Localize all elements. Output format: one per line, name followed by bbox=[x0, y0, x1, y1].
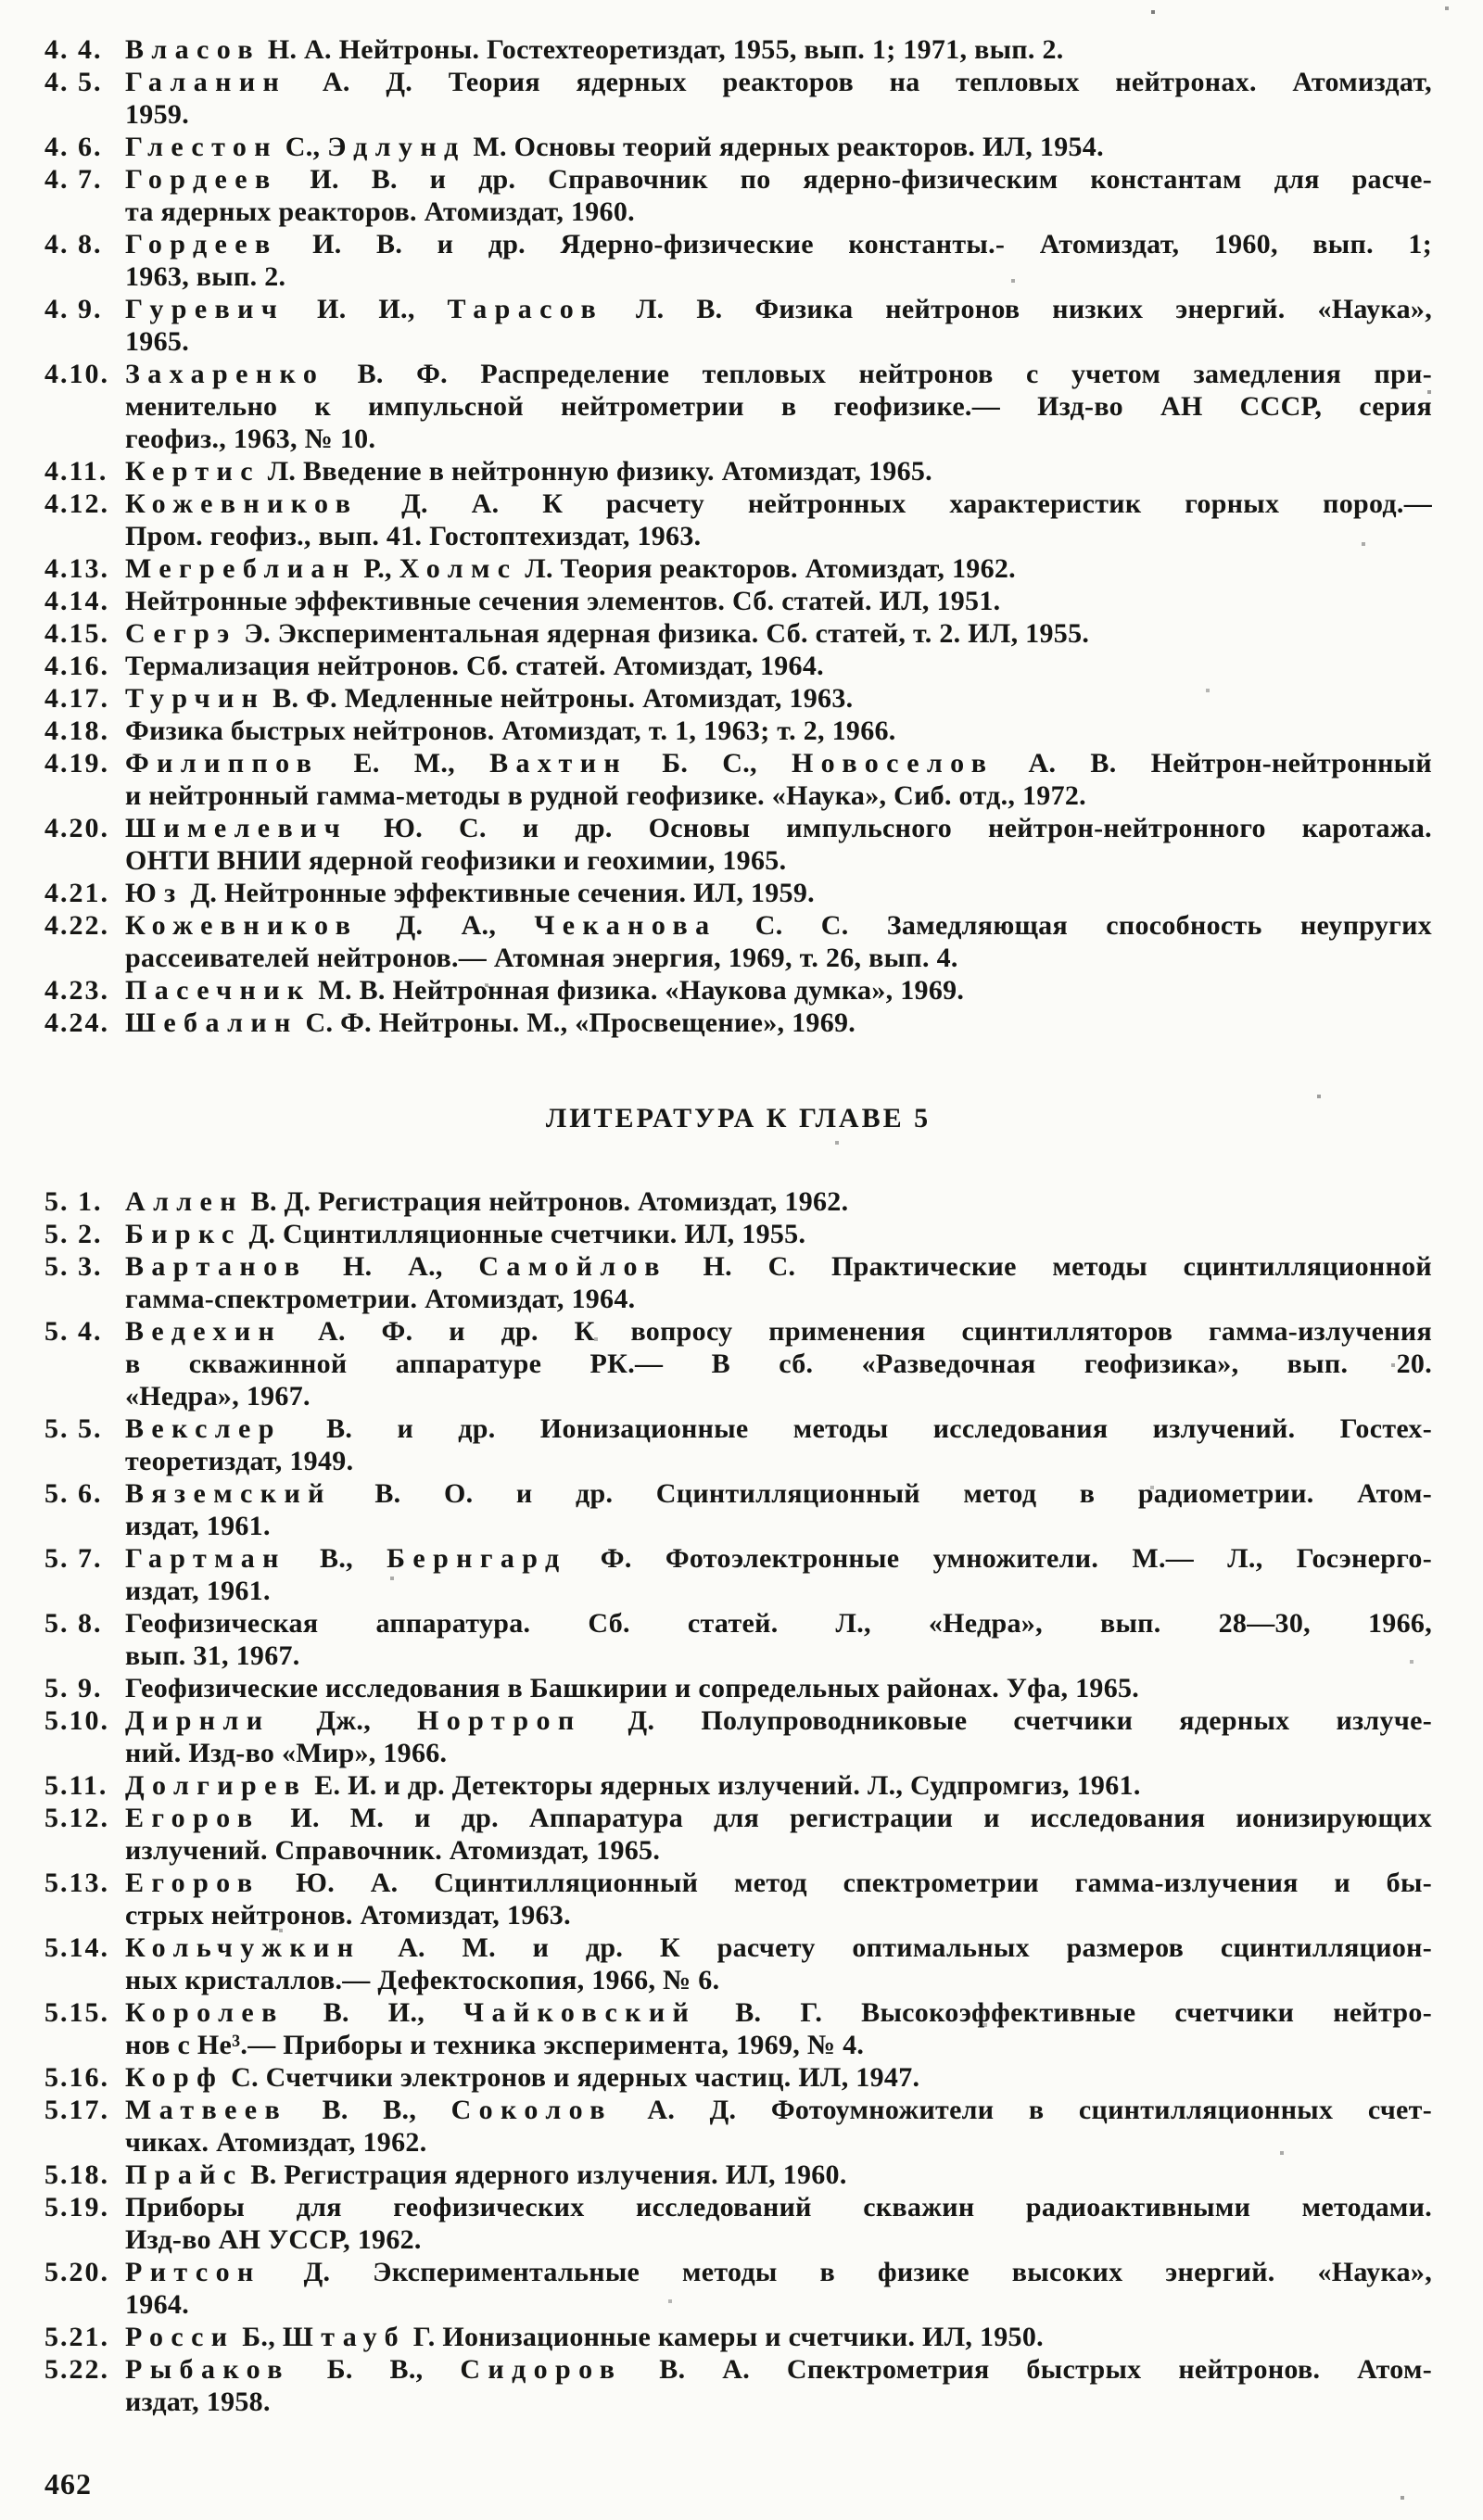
entry-text-line bbox=[125, 2256, 1432, 2288]
entry-text-line bbox=[125, 1769, 1432, 1802]
entry-text-line bbox=[125, 2288, 1432, 2321]
bibliography-entry bbox=[44, 1672, 1432, 1704]
entry-text: В. Регистрация ядерного излучения. ИЛ, 1960. bbox=[243, 2159, 847, 2190]
entry-text-line bbox=[125, 2386, 1432, 2418]
entry-text-line bbox=[125, 1931, 1432, 1964]
entry-text-line bbox=[125, 2126, 1432, 2159]
entry-text-line bbox=[125, 1737, 1432, 1769]
author-name: Самойлов bbox=[478, 1251, 667, 1282]
bibliography-entry bbox=[44, 455, 1432, 488]
entry-number: 5.12. bbox=[44, 1803, 109, 1833]
entry-text-line bbox=[125, 1007, 1432, 1039]
author-name: Юз bbox=[125, 878, 184, 908]
entry-text-line bbox=[125, 2159, 1432, 2191]
entry-text-line bbox=[125, 1283, 1432, 1315]
bibliography-entry bbox=[44, 1867, 1432, 1931]
bibliography-entry bbox=[44, 163, 1432, 228]
entry-text-line bbox=[125, 779, 1432, 812]
author-name: Прайс bbox=[125, 2159, 244, 2190]
entry-text-line bbox=[125, 1218, 1432, 1250]
bibliography-entry bbox=[44, 2256, 1432, 2321]
entry-text: Л. В. Физика нейтронов низких энергий. «Наука», bbox=[603, 294, 1432, 324]
entry-text: стрых нейтронов. Атомиздат, 1963. bbox=[125, 1900, 571, 1931]
entry-text-line bbox=[125, 650, 1432, 682]
entry-text: чиках. Атомиздат, 1962. bbox=[125, 2127, 427, 2158]
entry-number: 5.22. bbox=[44, 2354, 109, 2385]
entry-number: 5.18. bbox=[44, 2159, 109, 2190]
entry-text: Г. Ионизационные камеры и счетчики. ИЛ, 1950. bbox=[405, 2322, 1044, 2352]
entry-text: Д. А. К расчету нейтронных характеристик горных пород.— bbox=[358, 488, 1432, 519]
author-name: Долгирев bbox=[125, 1770, 308, 1801]
bibliography-entry bbox=[44, 488, 1432, 552]
entry-text-line bbox=[125, 1542, 1432, 1575]
entry-number: 4. 5. bbox=[44, 67, 103, 97]
entry-text: Н. А., bbox=[307, 1251, 479, 1282]
bibliography-entry bbox=[44, 1802, 1432, 1867]
entry-text: В. Ф. Распределение тепловых нейтронов с учетом замедления при- bbox=[324, 359, 1432, 389]
author-name: Холмс bbox=[399, 553, 518, 584]
entry-number: 5.17. bbox=[44, 2095, 109, 2125]
entry-text: Е. И. и др. Детекторы ядерных излучений. Л., Судпромгиз, 1961. bbox=[307, 1770, 1141, 1801]
entry-text-line bbox=[125, 747, 1432, 779]
author-name: Галанин bbox=[125, 67, 287, 97]
entry-number: 4. 7. bbox=[44, 164, 103, 195]
entry-text: 1964. bbox=[125, 2289, 189, 2320]
entry-text: Д. А., bbox=[358, 910, 535, 941]
bibliography-entry bbox=[44, 2321, 1432, 2353]
entry-text: С., bbox=[277, 132, 328, 162]
entry-text: Л. Введение в нейтронную физику. Атомиздат, 1965. bbox=[260, 456, 932, 487]
bibliography-entry bbox=[44, 747, 1432, 812]
author-name: Егоров bbox=[125, 1803, 260, 1833]
author-name: Вяземский bbox=[125, 1478, 332, 1509]
bibliography-entry bbox=[44, 974, 1432, 1007]
bibliography-entry bbox=[44, 358, 1432, 455]
author-name: Кольчужкин bbox=[125, 1932, 361, 1963]
author-name: Соколов bbox=[450, 2095, 613, 2125]
entry-number: 5. 7. bbox=[44, 1543, 103, 1574]
entry-text-line bbox=[125, 682, 1432, 715]
entry-text-line bbox=[125, 909, 1432, 942]
bibliography-entry bbox=[44, 228, 1432, 293]
entry-number: 4.14. bbox=[44, 586, 109, 616]
entry-text: и нейтронный гамма-методы в рудной геофизике. «Наука», Сиб. отд., 1972. bbox=[125, 780, 1086, 811]
bibliography-entry bbox=[44, 585, 1432, 617]
author-name: Корф bbox=[125, 2062, 224, 2093]
entry-number: 5. 5. bbox=[44, 1413, 103, 1444]
bibliography-sections bbox=[44, 33, 1432, 2418]
bibliography-entry bbox=[44, 131, 1432, 163]
entry-text: Э. Экспериментальная ядерная физика. Сб. статей, т. 2. ИЛ, 1955. bbox=[236, 618, 1090, 649]
entry-text: 1959. bbox=[125, 99, 189, 130]
bibliography-entry bbox=[44, 2094, 1432, 2159]
entry-text: Физика быстрых нейтронов. Атомиздат, т. 1, 1963; т. 2, 1966. bbox=[125, 715, 896, 746]
entry-number: 4.10. bbox=[44, 359, 109, 389]
entry-number: 5.16. bbox=[44, 2062, 109, 2093]
entry-text-line bbox=[125, 1704, 1432, 1737]
author-name: Дирнли bbox=[125, 1705, 271, 1736]
author-name: Биркс bbox=[125, 1219, 242, 1249]
entry-text: Н. С. Практические методы сцинтилляционной bbox=[666, 1251, 1432, 1282]
bibliography-entry bbox=[44, 2159, 1432, 2191]
entry-text-line bbox=[125, 66, 1432, 98]
entry-text-line bbox=[125, 488, 1432, 520]
entry-text-line bbox=[125, 1250, 1432, 1283]
bibliography-entry bbox=[44, 1218, 1432, 1250]
entry-text: Л. Теория реакторов. Атомиздат, 1962. bbox=[517, 553, 1016, 584]
entry-text: И. М. и др. Аппаратура для регистрации и исследования ионизирующих bbox=[260, 1803, 1432, 1833]
entry-text: В. и др. Ионизационные методы исследования излучений. Гостех- bbox=[281, 1413, 1432, 1444]
bibliography-entry bbox=[44, 1250, 1432, 1315]
entry-text-line bbox=[125, 552, 1432, 585]
entry-text: А. Д. Теория ядерных реакторов на тепловых нейтронах. Атомиздат, bbox=[286, 67, 1432, 97]
entry-text: издат, 1958. bbox=[125, 2387, 271, 2417]
entry-text-line bbox=[125, 1575, 1432, 1607]
entry-number: 4.18. bbox=[44, 715, 109, 746]
bibliography-entry bbox=[44, 715, 1432, 747]
entry-text: та ядерных реакторов. Атомиздат, 1960. bbox=[125, 196, 635, 227]
entry-text-line bbox=[125, 2321, 1432, 2353]
entry-number: 4.23. bbox=[44, 975, 109, 1006]
entry-text: В. Г. Высокоэффективные счетчики нейтро- bbox=[696, 1997, 1432, 2028]
entry-number: 4.20. bbox=[44, 813, 109, 843]
author-name: Ритсон bbox=[125, 2257, 261, 2287]
author-name: Рыбаков bbox=[125, 2354, 290, 2385]
bibliography-entry bbox=[44, 2061, 1432, 2094]
bibliography-section bbox=[44, 1102, 1432, 2418]
entry-text: В. Ф. Медленные нейтроны. Атомиздат, 1963. bbox=[265, 683, 854, 714]
entry-text-line bbox=[125, 2223, 1432, 2256]
entry-text-line bbox=[125, 196, 1432, 228]
entry-text: Приборы для геофизических исследований скважин радиоактивными методами. bbox=[125, 2192, 1432, 2222]
entry-text: В. В., bbox=[287, 2095, 451, 2125]
entry-text: Д. Полупроводниковые счетчики ядерных излуче- bbox=[581, 1705, 1432, 1736]
author-name: Королев bbox=[125, 1997, 285, 2028]
entry-text-line bbox=[125, 942, 1432, 974]
bibliography-entry bbox=[44, 1412, 1432, 1477]
entry-text: М. В. Нейтронная физика. «Наукова думка», 1969. bbox=[311, 975, 965, 1006]
author-name: Гордеев bbox=[125, 164, 278, 195]
entry-number: 5.15. bbox=[44, 1997, 109, 2028]
entry-text: М. Основы теорий ядерных реакторов. ИЛ, 1954. bbox=[465, 132, 1104, 162]
entry-number: 5.10. bbox=[44, 1705, 109, 1736]
entry-text: излучений. Справочник. Атомиздат, 1965. bbox=[125, 1835, 661, 1866]
entry-text: вып. 31, 1967. bbox=[125, 1640, 300, 1671]
author-name: Ведехин bbox=[125, 1316, 283, 1347]
author-name: Егоров bbox=[125, 1868, 260, 1898]
entry-text: издат, 1961. bbox=[125, 1511, 271, 1541]
entry-number: 5. 9. bbox=[44, 1673, 103, 1703]
bibliography-entry bbox=[44, 2191, 1432, 2256]
entry-number: 5. 3. bbox=[44, 1251, 103, 1282]
entry-text: теоретиздат, 1949. bbox=[125, 1446, 354, 1476]
author-name: Сидоров bbox=[460, 2354, 623, 2385]
entry-text-line bbox=[125, 33, 1432, 66]
entry-text-line bbox=[125, 325, 1432, 358]
entry-number: 4.22. bbox=[44, 910, 109, 941]
author-name: Глестон bbox=[125, 132, 278, 162]
bibliography-entry bbox=[44, 1704, 1432, 1769]
entry-text-line bbox=[125, 163, 1432, 196]
entry-text: С. Счетчики электронов и ядерных частиц. ИЛ, 1947. bbox=[223, 2062, 920, 2093]
entry-number: 4.11. bbox=[44, 456, 108, 487]
entry-text-line bbox=[125, 844, 1432, 877]
author-name: Пасечник bbox=[125, 975, 311, 1006]
entry-text-line bbox=[125, 358, 1432, 390]
entry-number: 5.14. bbox=[44, 1932, 109, 1963]
author-name: Захаренко bbox=[125, 359, 325, 389]
entry-text: издат, 1961. bbox=[125, 1576, 271, 1606]
entry-text-line bbox=[125, 390, 1432, 423]
entry-text: А. Д. Фотоумножители в сцинтилляционных счет- bbox=[612, 2095, 1432, 2125]
entry-text-line bbox=[125, 1964, 1432, 1996]
entry-text: Д. Экспериментальные методы в физике высоких энергий. «Наука», bbox=[260, 2257, 1432, 2287]
entry-number: 5. 2. bbox=[44, 1219, 103, 1249]
entry-text: ний. Изд-во «Мир», 1966. bbox=[125, 1738, 448, 1768]
author-name: Нортроп bbox=[417, 1705, 582, 1736]
entry-text-line bbox=[125, 1348, 1432, 1380]
entry-number: 4.24. bbox=[44, 1007, 109, 1038]
entry-text-line bbox=[125, 1672, 1432, 1704]
entry-text: Б. В., bbox=[289, 2354, 461, 2385]
author-name: Филиппов bbox=[125, 748, 320, 779]
entry-number: 5. 4. bbox=[44, 1316, 103, 1347]
entry-number: 5. 1. bbox=[44, 1186, 103, 1217]
entry-text-line bbox=[125, 2353, 1432, 2386]
entry-text-line bbox=[125, 2094, 1432, 2126]
author-name: Гуревич bbox=[125, 294, 285, 324]
author-name: Турчин bbox=[125, 683, 266, 714]
author-name: Векслер bbox=[125, 1413, 282, 1444]
bibliography-entry bbox=[44, 1477, 1432, 1542]
author-name: Бернгард bbox=[387, 1543, 567, 1574]
author-name: Власов bbox=[125, 34, 261, 65]
entry-text: И. В. и др. Справочник по ядерно-физическим константам для расче- bbox=[277, 164, 1432, 195]
bibliography-entry bbox=[44, 1607, 1432, 1672]
author-name: Аллен bbox=[125, 1186, 244, 1217]
author-name: Матвеев bbox=[125, 2095, 288, 2125]
entry-number: 4.21. bbox=[44, 878, 109, 908]
bibliography-entry bbox=[44, 1315, 1432, 1412]
entry-text-line bbox=[125, 1834, 1432, 1867]
entry-text-line bbox=[125, 1802, 1432, 1834]
entry-text: ОНТИ ВНИИ ядерной геофизики и геохимии, 1965. bbox=[125, 845, 787, 876]
entry-text-line bbox=[125, 2191, 1432, 2223]
entry-text-line bbox=[125, 1445, 1432, 1477]
entry-text-line bbox=[125, 260, 1432, 293]
entry-text-line bbox=[125, 974, 1432, 1007]
entry-text: А. М. и др. К расчету оптимальных размеров сцинтилляцион- bbox=[361, 1932, 1432, 1963]
entry-text-line bbox=[125, 1380, 1432, 1412]
entry-text: И. И., bbox=[285, 294, 448, 324]
entry-text: 1965. bbox=[125, 326, 189, 357]
author-name: Кожевников bbox=[125, 910, 359, 941]
entry-text: А. В. Нейтрон-нейтронный bbox=[994, 748, 1432, 779]
entry-text: В. А. Спектрометрия быстрых нейтронов. Атом- bbox=[622, 2354, 1432, 2385]
entry-text-line bbox=[125, 2029, 1432, 2061]
entry-text-line bbox=[125, 877, 1432, 909]
author-name: Тарасов bbox=[447, 294, 604, 324]
entry-text-line bbox=[125, 812, 1432, 844]
entry-text-line bbox=[125, 715, 1432, 747]
entry-number: 5.19. bbox=[44, 2192, 109, 2222]
entry-text: А. Ф. и др. К вопросу применения сцинтилляторов гамма-излучения bbox=[282, 1316, 1432, 1347]
entry-text-line bbox=[125, 293, 1432, 325]
entry-text-line bbox=[125, 1315, 1432, 1348]
author-name: Штауб bbox=[282, 2322, 406, 2352]
entry-text: Изд-во АН УССР, 1962. bbox=[125, 2224, 422, 2255]
author-name: Сегрэ bbox=[125, 618, 237, 649]
entry-text: В. О. и др. Сцинтилляционный метод в радиометрии. Атом- bbox=[331, 1478, 1432, 1509]
author-name: Гартман bbox=[125, 1543, 286, 1574]
entry-text-line bbox=[125, 1867, 1432, 1899]
entry-text-line bbox=[125, 98, 1432, 131]
entry-text: В. Д. Регистрация нейтронов. Атомиздат, 1962. bbox=[243, 1186, 849, 1217]
author-name: Вартанов bbox=[125, 1251, 308, 1282]
entry-text: Ф. Фотоэлектронные умножители. М.— Л., Госэнерго- bbox=[566, 1543, 1432, 1574]
entry-text-line bbox=[125, 585, 1432, 617]
author-name: Чеканова bbox=[534, 910, 717, 941]
bibliography-section bbox=[44, 33, 1432, 1039]
entry-number: 5. 6. bbox=[44, 1478, 103, 1509]
entry-number: 4. 8. bbox=[44, 229, 103, 260]
entry-text: И. В. и др. Ядерно-физические константы.- Атомиздат, 1960, вып. 1; bbox=[277, 229, 1432, 260]
entry-text-line bbox=[125, 520, 1432, 552]
entry-text: Геофизические исследования в Башкирии и сопредельных районах. Уфа, 1965. bbox=[125, 1673, 1140, 1703]
bibliography-entry bbox=[44, 552, 1432, 585]
entry-text: В., bbox=[285, 1543, 387, 1574]
author-name: Шебалин bbox=[125, 1007, 298, 1038]
entry-text-line bbox=[125, 2061, 1432, 2094]
bibliography-entry bbox=[44, 2353, 1432, 2418]
bibliography-entry bbox=[44, 877, 1432, 909]
entry-text: С. Ф. Нейтроны. М., «Просвещение», 1969. bbox=[298, 1007, 856, 1038]
entry-number: 5.11. bbox=[44, 1770, 108, 1801]
bibliography-entry bbox=[44, 650, 1432, 682]
entry-number: 4. 6. bbox=[44, 132, 103, 162]
entry-number: 4.19. bbox=[44, 748, 109, 779]
bibliography-entry bbox=[44, 1185, 1432, 1218]
entry-number: 5.20. bbox=[44, 2257, 109, 2287]
entry-text: геофиз., 1963, № 10. bbox=[125, 424, 376, 454]
section-heading: ЛИТЕРАТУРА К ГЛАВЕ 5 bbox=[545, 1103, 932, 1133]
bibliography-entry bbox=[44, 812, 1432, 877]
entry-number: 4.15. bbox=[44, 618, 109, 649]
entry-text: Р., bbox=[356, 553, 399, 584]
page-number: 462 bbox=[44, 2467, 92, 2501]
entry-text-line bbox=[125, 1477, 1432, 1510]
entry-text: Б., bbox=[234, 2322, 283, 2352]
entry-text: «Недра», 1967. bbox=[125, 1381, 311, 1412]
bibliography-entry bbox=[44, 682, 1432, 715]
entry-text: Нейтронные эффективные сечения элементов. Сб. статей. ИЛ, 1951. bbox=[125, 586, 1001, 616]
entry-text-line bbox=[125, 228, 1432, 260]
entry-text-line bbox=[125, 131, 1432, 163]
entry-text-line bbox=[125, 423, 1432, 455]
entry-number: 4. 4. bbox=[44, 34, 103, 65]
entry-text: Геофизическая аппаратура. Сб. статей. Л., «Недра», вып. 28—30, 1966, bbox=[125, 1608, 1432, 1639]
author-name: Кертис bbox=[125, 456, 260, 487]
bibliography-entry bbox=[44, 293, 1432, 358]
author-name: Кожевников bbox=[125, 488, 359, 519]
entry-text: С. С. Замедляющая способность неупругих bbox=[716, 910, 1432, 941]
entry-text: нов с Не³.— Приборы и техника эксперимента, 1969, № 4. bbox=[125, 2030, 865, 2060]
entry-number: 5.21. bbox=[44, 2322, 109, 2352]
entry-text: гамма-спектрометрии. Атомиздат, 1964. bbox=[125, 1284, 636, 1314]
entry-number: 4. 9. bbox=[44, 294, 103, 324]
bibliography-entry bbox=[44, 1769, 1432, 1802]
bibliography-entry bbox=[44, 33, 1432, 66]
entry-text: менительно к импульсной нейтрометрии в геофизике.— Изд-во АН СССР, серия bbox=[125, 391, 1432, 422]
entry-text-line bbox=[125, 1510, 1432, 1542]
entry-number: 4.16. bbox=[44, 651, 109, 681]
bibliography-entry bbox=[44, 1996, 1432, 2061]
entry-text-line bbox=[125, 455, 1432, 488]
entry-text: Дж., bbox=[270, 1705, 418, 1736]
entry-number: 4.12. bbox=[44, 488, 109, 519]
entry-text: Н. А. Нейтроны. Гостехтеоретиздат, 1955, вып. 1; 1971, вып. 2. bbox=[260, 34, 1064, 65]
entry-text: Б. С., bbox=[627, 748, 792, 779]
entry-text: Ю. С. и др. Основы импульсного нейтрон-нейтронного каротажа. bbox=[348, 813, 1432, 843]
entry-number: 4.13. bbox=[44, 553, 109, 584]
entry-number: 5.13. bbox=[44, 1868, 109, 1898]
bibliography-entry bbox=[44, 617, 1432, 650]
entry-text: Термализация нейтронов. Сб. статей. Атомиздат, 1964. bbox=[125, 651, 824, 681]
entry-text: Пром. геофиз., вып. 41. Гостоптехиздат, 1963. bbox=[125, 521, 702, 551]
author-name: Росси bbox=[125, 2322, 235, 2352]
author-name: Гордеев bbox=[125, 229, 278, 260]
entry-number: 4.17. bbox=[44, 683, 109, 714]
author-name: Мегреблиан bbox=[125, 553, 357, 584]
entry-text: в скважинной аппаратуре РК.— В сб. «Разведочная геофизика», вып. 20. bbox=[125, 1349, 1432, 1379]
entry-text: Д. Нейтронные эффективные сечения. ИЛ, 1959. bbox=[183, 878, 815, 908]
entry-text: рассеивателей нейтронов.— Атомная энергия, 1969, т. 26, вып. 4. bbox=[125, 943, 958, 973]
bibliography-entry bbox=[44, 1542, 1432, 1607]
bibliography-entry bbox=[44, 909, 1432, 974]
entry-text-line bbox=[125, 1899, 1432, 1931]
entry-text-line bbox=[125, 1185, 1432, 1218]
entry-text: 1963, вып. 2. bbox=[125, 261, 286, 292]
entry-text-line bbox=[125, 1607, 1432, 1640]
entry-text-line bbox=[125, 617, 1432, 650]
entry-text: Е. М., bbox=[319, 748, 490, 779]
entry-text: Ю. А. Сцинтилляционный метод спектрометрии гамма-излучения и бы- bbox=[260, 1868, 1432, 1898]
entry-text-line bbox=[125, 1996, 1432, 2029]
author-name: Вахтин bbox=[489, 748, 628, 779]
bibliography-entry bbox=[44, 1007, 1432, 1039]
entry-text: В. И., bbox=[284, 1997, 464, 2028]
author-name: Чайковский bbox=[463, 1997, 697, 2028]
bibliography-entry bbox=[44, 66, 1432, 131]
entry-text-line bbox=[125, 1640, 1432, 1672]
author-name: Шимелевич bbox=[125, 813, 349, 843]
entry-text-line bbox=[125, 1412, 1432, 1445]
entry-text: ных кристаллов.— Дефектоскопия, 1966, № 6. bbox=[125, 1965, 720, 1995]
bibliography-entry bbox=[44, 1931, 1432, 1996]
entry-text: Д. Сцинтилляционные счетчики. ИЛ, 1955. bbox=[241, 1219, 806, 1249]
author-name: Новоселов bbox=[791, 748, 995, 779]
author-name: Эдлунд bbox=[327, 132, 466, 162]
entry-number: 5. 8. bbox=[44, 1608, 103, 1639]
